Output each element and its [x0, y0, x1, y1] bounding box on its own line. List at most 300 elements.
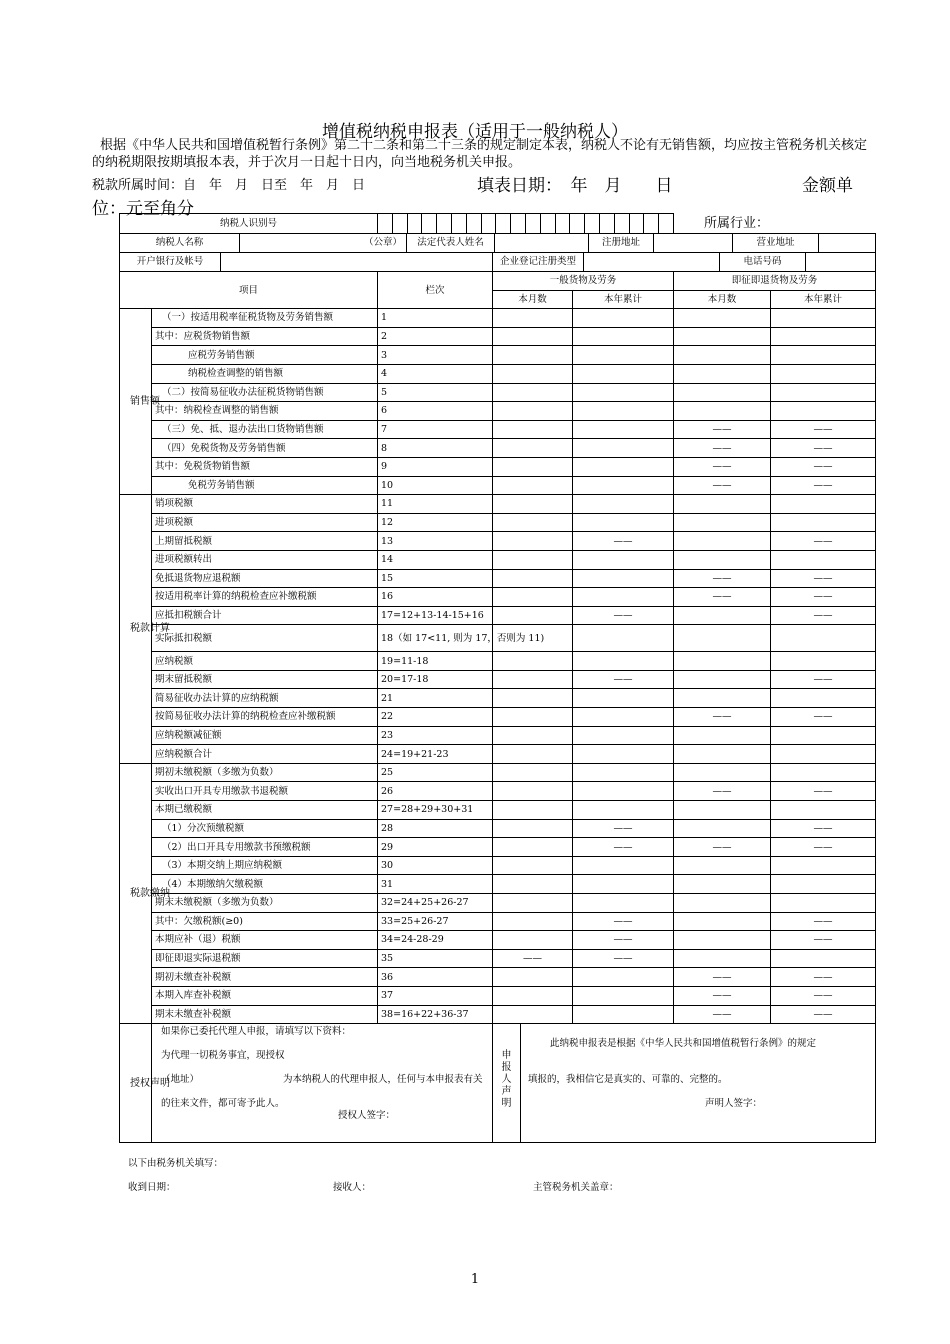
- table-row: [120, 383, 876, 402]
- declare-line2: 填报的，我相信它是真实的、可靠的、完整的。: [528, 1074, 728, 1086]
- row-label: （4）本期缴纳欠缴税额: [152, 875, 378, 894]
- general-year-cell[interactable]: [573, 495, 674, 514]
- col-general-month: 本月数: [493, 290, 573, 309]
- column-header-row-1: [120, 272, 876, 291]
- immediate-month-cell: ——: [674, 968, 771, 987]
- table-row: [120, 986, 876, 1005]
- general-month-cell[interactable]: [493, 327, 573, 346]
- row-label: 其中：应税货物销售额: [152, 327, 378, 346]
- immediate-month-cell[interactable]: [674, 495, 771, 514]
- table-row: [120, 457, 876, 476]
- general-month-cell[interactable]: [493, 309, 573, 328]
- row-label: 其中：免税货物销售额: [152, 457, 378, 476]
- table-row: [120, 550, 876, 569]
- id-digit-box[interactable]: [481, 214, 496, 233]
- row-line-number: 15: [378, 569, 493, 588]
- immediate-year-cell[interactable]: [771, 652, 876, 671]
- row-line-number: 22: [378, 708, 493, 727]
- table-row: [120, 894, 876, 913]
- id-digit-box[interactable]: [629, 214, 644, 233]
- row-line-number: 35: [378, 949, 493, 968]
- general-year-cell[interactable]: [573, 383, 674, 402]
- row-line-number: 29: [378, 838, 493, 857]
- general-year-cell[interactable]: [573, 652, 674, 671]
- row-label: 进项税额: [152, 513, 378, 532]
- immediate-month-cell: ——: [674, 588, 771, 607]
- row-line-number: 18（如 17<11, 则为 17，否则为 11): [378, 625, 493, 652]
- general-month-cell[interactable]: [493, 346, 573, 365]
- row-line-number: 27=28+29+30+31: [378, 801, 493, 820]
- auth-label: [120, 1024, 170, 1143]
- auth-section: [152, 1024, 493, 1143]
- table-row: [120, 420, 876, 439]
- general-month-cell[interactable]: [493, 819, 573, 838]
- general-year-cell[interactable]: [573, 327, 674, 346]
- immediate-year-cell[interactable]: [771, 327, 876, 346]
- general-year-cell: ——: [573, 670, 674, 689]
- general-year-cell: ——: [573, 819, 674, 838]
- row-line-number: 8: [378, 439, 493, 458]
- row-label: 期初未缴税额（多缴为负数）: [152, 763, 378, 782]
- immediate-year-cell[interactable]: [771, 763, 876, 782]
- immediate-month-cell: ——: [674, 439, 771, 458]
- immediate-year-cell[interactable]: [771, 495, 876, 514]
- row-line-number: 1: [378, 309, 493, 328]
- biz-address-field[interactable]: [819, 234, 875, 252]
- general-year-cell[interactable]: [573, 801, 674, 820]
- immediate-month-cell[interactable]: [674, 912, 771, 931]
- general-month-cell[interactable]: [493, 1005, 573, 1024]
- id-digit-box[interactable]: [525, 214, 540, 233]
- general-month-cell[interactable]: [493, 495, 573, 514]
- footer-note: 以下由税务机关填写：: [128, 1158, 224, 1169]
- general-month-cell[interactable]: [493, 402, 573, 421]
- immediate-month-cell[interactable]: [674, 625, 771, 652]
- table-row: [120, 439, 876, 458]
- taxpayer-id-boxes[interactable]: [378, 214, 674, 234]
- row-line-number: 21: [378, 689, 493, 708]
- general-month-cell[interactable]: [493, 588, 573, 607]
- col-line: 栏次: [378, 272, 493, 309]
- general-month-cell[interactable]: [493, 763, 573, 782]
- general-month-cell[interactable]: [493, 457, 573, 476]
- id-digit-box[interactable]: [540, 214, 555, 233]
- immediate-year-cell[interactable]: [771, 745, 876, 764]
- section-label-text: 销售额: [130, 396, 160, 408]
- immediate-month-cell[interactable]: [674, 670, 771, 689]
- general-year-cell[interactable]: [573, 625, 674, 652]
- immediate-month-cell[interactable]: [674, 875, 771, 894]
- general-year-cell[interactable]: [573, 402, 674, 421]
- tax-period-label: 税款所属时间：自 年 月 日至 年 月 日: [92, 178, 366, 193]
- row-label: 销项税额: [152, 495, 378, 514]
- immediate-year-cell[interactable]: [771, 309, 876, 328]
- id-digit-box[interactable]: [584, 214, 599, 233]
- general-year-cell: ——: [573, 532, 674, 551]
- immediate-month-cell[interactable]: [674, 726, 771, 745]
- immediate-month-cell[interactable]: [674, 949, 771, 968]
- immediate-year-cell[interactable]: [771, 894, 876, 913]
- industry-label: 所属行业：: [674, 214, 876, 234]
- table-row: [120, 476, 876, 495]
- general-year-cell[interactable]: [573, 986, 674, 1005]
- immediate-month-cell: ——: [674, 986, 771, 1005]
- fill-date-label: 填表日期： 年 月 日: [477, 176, 673, 196]
- table-row: [120, 513, 876, 532]
- row-line-number: 12: [378, 513, 493, 532]
- auth-line1: 如果你已委托代理人申报，请填写以下资料：: [161, 1026, 352, 1038]
- row-line-number: 7: [378, 420, 493, 439]
- general-year-cell[interactable]: [573, 439, 674, 458]
- general-year-cell: ——: [573, 931, 674, 950]
- id-digit-box[interactable]: [392, 214, 407, 233]
- row-label: 按适用税率计算的纳税检查应补缴税额: [152, 588, 378, 607]
- immediate-month-cell[interactable]: [674, 532, 771, 551]
- row-label: （2）出口开具专用缴款书预缴税额: [152, 838, 378, 857]
- immediate-month-cell[interactable]: [674, 931, 771, 950]
- row-label: 免抵退货物应退税额: [152, 569, 378, 588]
- immediate-year-cell[interactable]: [771, 383, 876, 402]
- immediate-month-cell[interactable]: [674, 364, 771, 383]
- row-label: 实际抵扣税额: [152, 625, 378, 652]
- immediate-year-cell[interactable]: [771, 801, 876, 820]
- row-line-number: 14: [378, 550, 493, 569]
- general-month-cell[interactable]: [493, 912, 573, 931]
- table-row: [120, 625, 876, 652]
- immediate-month-cell[interactable]: [674, 819, 771, 838]
- table-row: [120, 949, 876, 968]
- table-row: [120, 726, 876, 745]
- general-year-cell[interactable]: [573, 856, 674, 875]
- general-year-cell[interactable]: [573, 364, 674, 383]
- immediate-month-cell[interactable]: [674, 689, 771, 708]
- biz-address-label: 营业地址: [733, 234, 819, 252]
- table-row: [120, 652, 876, 671]
- general-month-cell[interactable]: [493, 838, 573, 857]
- immediate-year-cell[interactable]: [771, 402, 876, 421]
- general-year-cell[interactable]: [573, 968, 674, 987]
- immediate-month-cell[interactable]: [674, 383, 771, 402]
- row-label: （1）分次预缴税额: [152, 819, 378, 838]
- immediate-year-cell: ——: [771, 838, 876, 857]
- id-digit-box[interactable]: [421, 214, 436, 233]
- general-year-cell[interactable]: [573, 309, 674, 328]
- general-month-cell[interactable]: [493, 931, 573, 950]
- immediate-month-cell[interactable]: [674, 801, 771, 820]
- immediate-year-cell: ——: [771, 986, 876, 1005]
- general-year-cell[interactable]: [573, 763, 674, 782]
- general-month-cell[interactable]: [493, 782, 573, 801]
- row-line-number: 6: [378, 402, 493, 421]
- immediate-year-cell[interactable]: [771, 726, 876, 745]
- row-label: 应纳税额: [152, 652, 378, 671]
- table-row: [120, 346, 876, 365]
- general-year-cell[interactable]: [573, 1005, 674, 1024]
- row-label: 免税劳务销售额: [152, 476, 378, 495]
- table-row: [120, 708, 876, 727]
- immediate-year-cell: ——: [771, 569, 876, 588]
- immediate-month-cell: ——: [674, 457, 771, 476]
- general-month-cell[interactable]: [493, 968, 573, 987]
- row-line-number: 17=12+13-14-15+16: [378, 606, 493, 625]
- row-label: 按简易征收办法计算的纳税检查应补缴税额: [152, 708, 378, 727]
- col-general: 一般货物及劳务: [493, 272, 674, 291]
- header-row-id: [120, 214, 876, 234]
- col-immediate: 即征即退货物及劳务: [674, 272, 876, 291]
- page-number: 1: [470, 1272, 480, 1287]
- general-year-cell[interactable]: [573, 588, 674, 607]
- table-row: [120, 912, 876, 931]
- office-seal-label: 主管税务机关盖章：: [533, 1182, 619, 1193]
- immediate-month-cell[interactable]: [674, 856, 771, 875]
- row-label: 进项税额转出: [152, 550, 378, 569]
- row-label: （四）免税货物及劳务销售额: [152, 439, 378, 458]
- immediate-year-cell: ——: [771, 457, 876, 476]
- col-immediate-month: 本月数: [674, 290, 771, 309]
- row-label: 期末留抵税额: [152, 670, 378, 689]
- row-line-number: 36: [378, 968, 493, 987]
- general-month-cell[interactable]: [493, 420, 573, 439]
- general-month-cell[interactable]: [493, 569, 573, 588]
- table-row: [120, 931, 876, 950]
- general-year-cell[interactable]: [573, 550, 674, 569]
- row-line-number: 19=11-18: [378, 652, 493, 671]
- auth-label-text: 授权声明: [130, 1077, 170, 1089]
- reg-address-field[interactable]: [654, 234, 733, 252]
- row-line-number: 4: [378, 364, 493, 383]
- row-label: 应抵扣税额合计: [152, 606, 378, 625]
- legal-rep-field[interactable]: [495, 234, 589, 252]
- declare-line1: 此纳税申报表是根据《中华人民共和国增值税暂行条例》的规定: [550, 1038, 817, 1050]
- immediate-year-cell[interactable]: [771, 949, 876, 968]
- row-label: 简易征收办法计算的应纳税额: [152, 689, 378, 708]
- immediate-month-cell[interactable]: [674, 894, 771, 913]
- general-year-cell[interactable]: [573, 346, 674, 365]
- general-year-cell[interactable]: [573, 689, 674, 708]
- general-month-cell[interactable]: [493, 513, 573, 532]
- table-row: [120, 1005, 876, 1024]
- auth-line3b: 为本纳税人的代理申报人，任何与本申报表有关: [283, 1074, 483, 1086]
- row-label: 应纳税额减征额: [152, 726, 378, 745]
- declare-section: [493, 1024, 876, 1143]
- row-line-number: 26: [378, 782, 493, 801]
- general-year-cell[interactable]: [573, 513, 674, 532]
- id-digit-box[interactable]: [658, 214, 673, 233]
- header-row-name: [120, 234, 876, 253]
- general-month-cell[interactable]: [493, 801, 573, 820]
- reg-type-label: 企业登记注册类型: [493, 253, 584, 271]
- id-digit-box[interactable]: [495, 214, 510, 233]
- immediate-month-cell[interactable]: [674, 309, 771, 328]
- general-year-cell[interactable]: [573, 726, 674, 745]
- id-digit-box[interactable]: [510, 214, 525, 233]
- id-digit-box[interactable]: [451, 214, 466, 233]
- header-row-bank: [120, 253, 876, 272]
- row-label: 应税劳务销售额: [152, 346, 378, 365]
- immediate-year-cell[interactable]: [771, 513, 876, 532]
- row-line-number: 33=25+26-27: [378, 912, 493, 931]
- row-label: 本期入库查补税额: [152, 986, 378, 1005]
- table-row: [120, 588, 876, 607]
- phone-label: 电话号码: [720, 253, 806, 271]
- row-label: 期末未缴查补税额: [152, 1005, 378, 1024]
- immediate-month-cell[interactable]: [674, 513, 771, 532]
- immediate-year-cell[interactable]: [771, 364, 876, 383]
- row-label: 其中：纳税检查调整的销售额: [152, 402, 378, 421]
- id-digit-box[interactable]: [378, 214, 392, 233]
- immediate-year-cell: ——: [771, 606, 876, 625]
- immediate-year-cell: ——: [771, 532, 876, 551]
- general-month-cell[interactable]: [493, 894, 573, 913]
- immediate-month-cell[interactable]: [674, 745, 771, 764]
- unit-label-a: 金额单: [802, 176, 853, 196]
- immediate-year-cell[interactable]: [771, 856, 876, 875]
- row-line-number: 20=17-18: [378, 670, 493, 689]
- table-row: [120, 745, 876, 764]
- row-label: （三）免、抵、退办法出口货物销售额: [152, 420, 378, 439]
- id-digit-box[interactable]: [407, 214, 422, 233]
- general-year-cell: ——: [573, 838, 674, 857]
- phone-field[interactable]: [806, 253, 875, 271]
- row-line-number: 2: [378, 327, 493, 346]
- immediate-year-cell[interactable]: [771, 625, 876, 652]
- immediate-month-cell[interactable]: [674, 346, 771, 365]
- row-label: 上期留抵税额: [152, 532, 378, 551]
- general-month-cell[interactable]: [493, 550, 573, 569]
- table-row: [120, 819, 876, 838]
- seal-label: （公章）: [240, 234, 407, 252]
- table-row: [120, 495, 876, 514]
- table-row: [120, 670, 876, 689]
- intro-paragraph: 根据《中华人民共和国增值税暂行条例》第二十二条和第二十三条的规定制定本表，纳税人不论有无销售额，均应按主管税务机关核定的纳税期限按期填报本表，并于次月一日起十日内，向当地税务机关申报。: [92, 138, 868, 170]
- declaration-row: [120, 1024, 876, 1143]
- section-label-text: 税款缴纳: [130, 888, 170, 899]
- auth-sign-label: 授权人签字：: [338, 1110, 396, 1122]
- general-year-cell[interactable]: [573, 875, 674, 894]
- row-line-number: 11: [378, 495, 493, 514]
- general-month-cell[interactable]: [493, 708, 573, 727]
- immediate-year-cell: ——: [771, 1005, 876, 1024]
- row-label: （二）按简易征收办法征税货物销售额: [152, 383, 378, 402]
- taxpayer-id-label: 纳税人识别号: [120, 214, 378, 234]
- immediate-year-cell: ——: [771, 782, 876, 801]
- row-label: 纳税检查调整的销售额: [152, 364, 378, 383]
- row-line-number: 28: [378, 819, 493, 838]
- section-label-text: 税款计算: [130, 623, 170, 635]
- general-year-cell[interactable]: [573, 569, 674, 588]
- general-month-cell[interactable]: [493, 726, 573, 745]
- general-month-cell[interactable]: [493, 745, 573, 764]
- unit-label-b: 位：元至角分: [92, 199, 194, 219]
- immediate-year-cell[interactable]: [771, 550, 876, 569]
- general-year-cell[interactable]: [573, 457, 674, 476]
- immediate-month-cell: ——: [674, 1005, 771, 1024]
- immediate-year-cell: ——: [771, 708, 876, 727]
- general-year-cell[interactable]: [573, 708, 674, 727]
- general-month-cell[interactable]: [493, 532, 573, 551]
- row-line-number: 10: [378, 476, 493, 495]
- auth-line4: 的往来文件，都可寄予此人。: [161, 1098, 285, 1110]
- immediate-month-cell[interactable]: [674, 550, 771, 569]
- immediate-year-cell[interactable]: [771, 346, 876, 365]
- general-month-cell[interactable]: [493, 439, 573, 458]
- general-year-cell[interactable]: [573, 782, 674, 801]
- declare-label-text: 申报人声明: [501, 1050, 512, 1110]
- row-line-number: 23: [378, 726, 493, 745]
- table-row: [120, 968, 876, 987]
- id-digit-box[interactable]: [466, 214, 481, 233]
- immediate-year-cell: ——: [771, 819, 876, 838]
- reg-address-label: 注册地址: [589, 234, 654, 252]
- general-month-cell[interactable]: [493, 606, 573, 625]
- table-row: [120, 606, 876, 625]
- immediate-month-cell: ——: [674, 708, 771, 727]
- receiver-label: 接收人：: [333, 1182, 372, 1193]
- id-digit-box[interactable]: [643, 214, 658, 233]
- row-line-number: 34=24-28-29: [378, 931, 493, 950]
- row-label: 应纳税额合计: [152, 745, 378, 764]
- general-month-cell[interactable]: [493, 875, 573, 894]
- general-month-cell[interactable]: [493, 670, 573, 689]
- immediate-year-cell: ——: [771, 420, 876, 439]
- general-month-cell[interactable]: [493, 856, 573, 875]
- tax-return-table: [119, 213, 876, 1143]
- immediate-year-cell: ——: [771, 588, 876, 607]
- row-label: 即征即退实际退税额: [152, 949, 378, 968]
- general-year-cell[interactable]: [573, 745, 674, 764]
- row-line-number: 16: [378, 588, 493, 607]
- immediate-year-cell: ——: [771, 670, 876, 689]
- id-digit-box[interactable]: [436, 214, 451, 233]
- date-line: [92, 174, 872, 196]
- id-digit-box[interactable]: [614, 214, 629, 233]
- immediate-year-cell[interactable]: [771, 689, 876, 708]
- immediate-month-cell[interactable]: [674, 606, 771, 625]
- id-digit-box[interactable]: [569, 214, 584, 233]
- row-line-number: 13: [378, 532, 493, 551]
- row-line-number: 3: [378, 346, 493, 365]
- immediate-month-cell[interactable]: [674, 327, 771, 346]
- table-row: [120, 327, 876, 346]
- row-line-number: 37: [378, 986, 493, 1005]
- general-year-cell[interactable]: [573, 420, 674, 439]
- table-row: [120, 856, 876, 875]
- row-label: 实收出口开具专用缴款书退税额: [152, 782, 378, 801]
- general-month-cell[interactable]: [493, 689, 573, 708]
- general-month-cell[interactable]: [493, 986, 573, 1005]
- general-month-cell[interactable]: [493, 383, 573, 402]
- form-title: 增值税纳税申报表（适用于一般纳税人）: [322, 122, 628, 142]
- id-digit-box[interactable]: [599, 214, 614, 233]
- immediate-year-cell[interactable]: [771, 875, 876, 894]
- general-year-cell[interactable]: [573, 894, 674, 913]
- reg-type-field[interactable]: [584, 253, 720, 271]
- row-line-number: 25: [378, 763, 493, 782]
- bank-field[interactable]: [221, 253, 493, 271]
- immediate-month-cell[interactable]: [674, 652, 771, 671]
- immediate-month-cell[interactable]: [674, 402, 771, 421]
- immediate-month-cell[interactable]: [674, 763, 771, 782]
- general-month-cell[interactable]: [493, 652, 573, 671]
- general-month-cell[interactable]: [493, 364, 573, 383]
- table-row: [120, 875, 876, 894]
- table-row: [120, 309, 876, 328]
- immediate-month-cell: ——: [674, 569, 771, 588]
- immediate-year-cell: ——: [771, 912, 876, 931]
- id-digit-box[interactable]: [555, 214, 570, 233]
- general-month-cell[interactable]: [493, 476, 573, 495]
- general-year-cell[interactable]: [573, 476, 674, 495]
